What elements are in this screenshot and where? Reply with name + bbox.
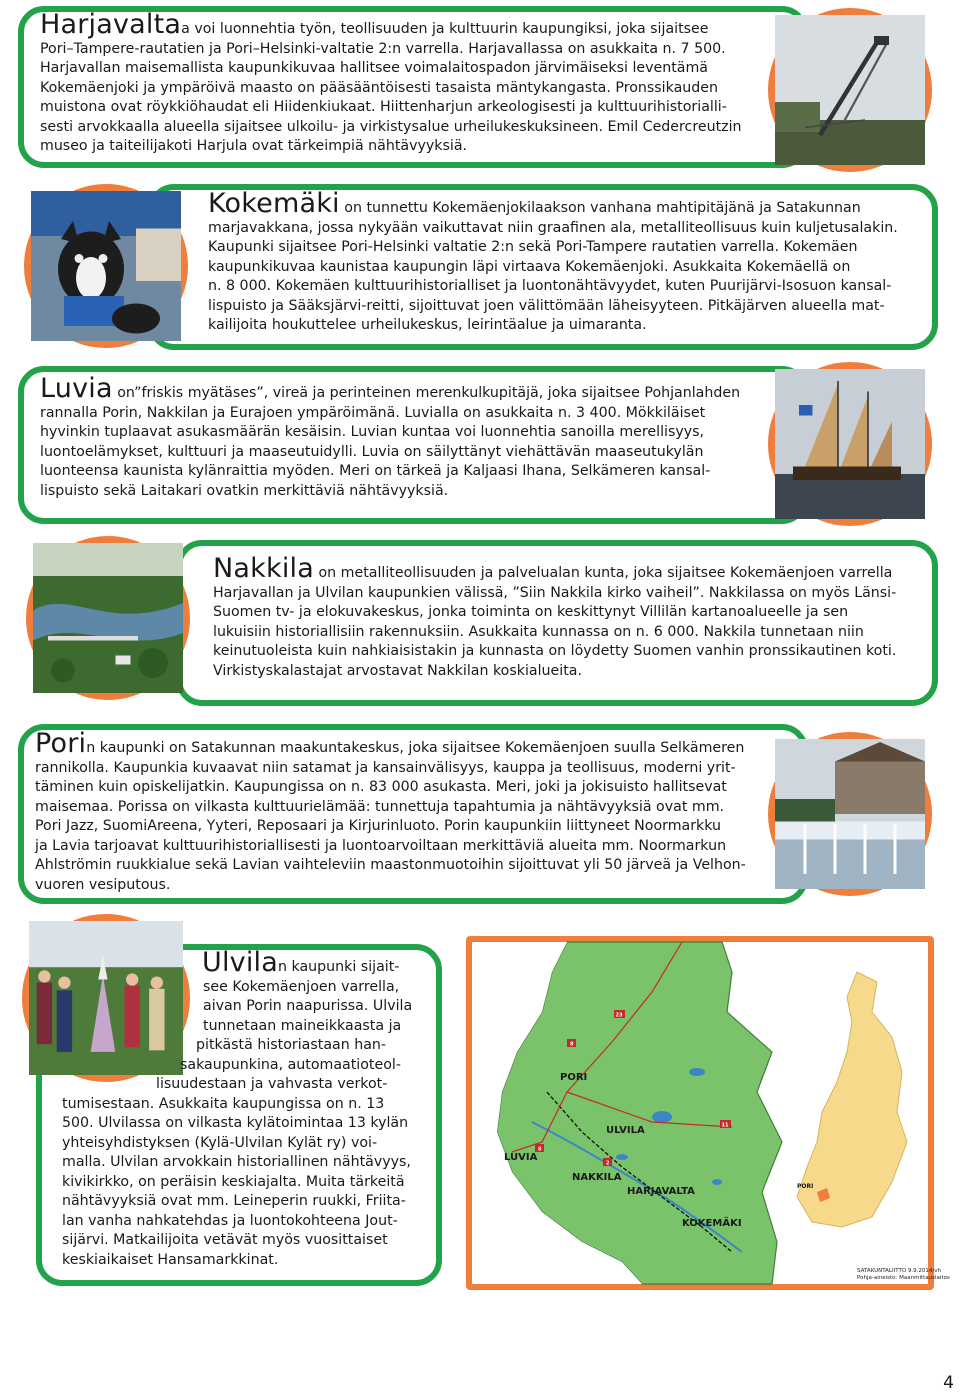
- nakkila-text: Nakkila on metalliteollisuuden ja palvelualan kunta, joka sijaitsee Kokemäenjoen varrella Harjavallan ja Ulvilan kaupunkien välissä, ”Siin Nakkila kirko vaiheil”. Nakkilassa on myös Länsi- Suomen tv- ja elokuvakeskus, jonka toiminta on keskittynyt Villilän kartanoalueelle ja sen lukuisiin historiallisiin rakennuksiin. Asukkaita kunnassa on n. 6 000. Nakkila tunnetaan niin keinutuoleista kuin nahkiaisistakin ja kunnasta on löydetty Suomen vanhin pronssikautinen koti. Virkistyskalastajat arvostavat Nakkilan koskialueita.: [213, 553, 897, 679]
- page-number: 4: [943, 1373, 954, 1393]
- nakkila-photo: [26, 536, 190, 700]
- svg-text:23: 23: [615, 1012, 623, 1019]
- map-label-pori-small: PORI: [797, 1183, 814, 1190]
- luvia-title: Luvia: [40, 373, 113, 404]
- luvia-text: Luvia on”friskis myätäses”, vireä ja perinteinen merenkulkupitäjä, joka sijaitsee Pohjanlahden rannalla Porin, Nakkilan ja Eurajoen ympäröimänä. Luvialla on asukkaita n. 3 400. Mökkiläiset hyvinkin tuplaavat asukasmäärän kesäisin. Luvian kuntaa voi luonnehtia sanoilla merellisyys, luontoelämykset, kulttuuri ja maaseutuidylli. Luvia on säilyttänyt viehättävän maaseutukylän luonteensa kaunista kylänraittia myöden. Meri on tärkeä ja Kaljaasi Ihana, Selkämeren kansal- lispuisto sekä Laitakari ovatkin merkittäviä nähtävyyksiä.: [40, 373, 741, 499]
- map-credit-line1: SATAKUNTALIITTO 9.9.2014/vh: [857, 1268, 942, 1274]
- pori-title: Pori: [35, 728, 87, 759]
- map-label-nakkila: NAKKILA: [572, 1172, 622, 1183]
- ulvila-text: Ulvilan kaupunki sijait- see Kokemäenjoen varrella, aivan Porin naapurissa. Ulvila tunnetaan maineikkaasta ja pitkästä historiastaan han- sakaupunkina, automaatioteol- lisuudestaan ja vahvasta verkot- tumisestaan. Asukkaita kaupungissa on n. 13 500. Ulvilassa on vilkasta kylätoimintaa 13 kylän yhteisyhdistyksen (Kylä-Ulvilan Kylät ry) voi- malla. Ulvilan arvokkain historiallinen nähtävyys, kivikirkko, on peräisin keskiajalta. Muita tärkeitä nähtävyyksiä ovat mm. Leineperin ruukki, Friita- lan vanha nahkatehdas ja luontokohteena Jout- sijärvi. Matkailijoita vetävät myös vuosittaiset keskiaikaiset Hansamarkkinat.: [62, 947, 413, 1268]
- svg-text:8: 8: [538, 1146, 542, 1153]
- svg-text:11: 11: [721, 1122, 729, 1129]
- kokemaki-photo: [24, 184, 188, 348]
- kokemaki-text: Kokemäki on tunnettu Kokemäenjokilaakson vanhana mahtipitäjänä ja Satakunnan marjavakkana, jossa nykyään vaikuttavat niin graafinen ala, metalliteollisuus kuin kuljetusalakin. Kaupunki sijaitsee Pori-Helsinki valtatie 2:n sekä Pori-Tampere rautatien varrella. Kokemäen kaupunkikuvaa kaunistaa kaupungin läpi virtaava Kokemäenjoki. Asukkaita Kokemäellä on n. 8 000. Kokemäen kulttuurihistorialliset ja luontonähtävyydet, kuten Puurijärvi-Isosuon kansal- lispuisto ja Sääksjärvi-reitti, sijoittuvat joen välittömään läheisyyteen. Pitkäjärven alueella mat- kailijoita houkuttelee urheilukeskus, leirintäalue ja uimaranta.: [208, 188, 898, 333]
- harjavalta-title: Harjavalta: [40, 9, 182, 40]
- map-label-kokemaki: KOKEMÄKI: [682, 1218, 742, 1229]
- map-label-harjavalta: HARJAVALTA: [627, 1186, 695, 1197]
- map-credit-line2: Pohja-aineisto: Maanmittauslaitos: [857, 1275, 950, 1281]
- svg-text:2: 2: [606, 1160, 610, 1167]
- map-label-luvia: LUVIA: [504, 1152, 538, 1163]
- map-label-ulvila: ULVILA: [606, 1125, 645, 1136]
- region-map-svg: [472, 942, 950, 1284]
- pori-text: Porin kaupunki on Satakunnan maakuntakeskus, joka sijaitsee Kokemäenjoen suulla Selkämeren rannikolla. Kaupunkia kuvaavat niin satamat ja kansainvälisyys, kauppa ja teollisuus, moderni yrit- täminen kuin opiskelijatkin. Kaupungissa on n. 83 000 asukasta. Meri, joki ja jokisuisto hallitsevat maisemaa. Porissa on vilkasta kulttuurielämää: tunnettuja tapahtumia ja nähtävyyksiä ovat mm. Pori Jazz, SuomiAreena, Yyteri, Reposaari ja Kirjurinluoto. Porin kaupunkiin liittyneet Noormarkku ja Lavia tarjoavat kulttuurihistoriallisesti ja luontoarvoiltaan merkittäviä alueita mm. Noormarkun Ahlströmin ruukkialue sekä Lavian vaihteleviin maastonmuotoihin sijoittuvat yli 50 järveä ja Velhon- vuoren vesiputous.: [35, 728, 746, 893]
- nakkila-title: Nakkila: [213, 553, 314, 584]
- map-label-pori: PORI: [560, 1072, 588, 1083]
- region-map: [466, 936, 950, 1290]
- pori-photo: [768, 732, 932, 896]
- kokemaki-title: Kokemäki: [208, 188, 340, 219]
- harjavalta-text: Harjavaltaa voi luonnehtia työn, teollisuuden ja kulttuurin kaupungiksi, joka sijaitsee Pori–Tampere-rautatien ja Pori–Helsinki-valtatie 2:n varrella. Harjavallassa on asukkaita n. 7 500. Harjavallan maisemallista kaupunkikuvaa hallitsee voimalaitospadon järvimäiseksi leventämä Kokemäenjoki ja ympäröivä maasto on pääsääntöisesti tasaista mäntykangasta. Pronssikauden muistona ovat röykkiöhaudat eli Hiidenkiukaat. Hiittenharjun arkeologisesti ja kulttuurihistorialli- sesti arvokkaalla alueella sijaitsee ulkoilu- ja virkistysalue urheilukeskuksineen. Emil Cedercreutzin museo ja taiteilijakoti Harjula ovat tärkeimpiä nähtävyyksiä.: [40, 9, 742, 154]
- luvia-photo: [768, 362, 932, 526]
- ulvila-title: Ulvila: [202, 947, 278, 978]
- harjavalta-photo: [768, 8, 932, 172]
- svg-text:8: 8: [570, 1041, 574, 1048]
